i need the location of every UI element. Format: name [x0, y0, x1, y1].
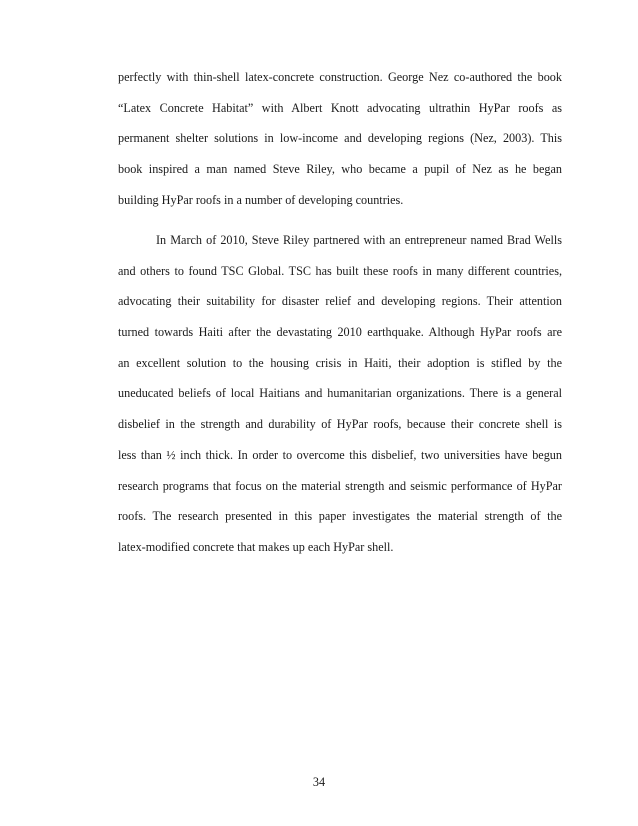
paragraph-line: research programs that focus on the material strength and seismic performance of HyPar	[118, 478, 562, 493]
paragraph-line: and others to found TSC Global. TSC has built these roofs in many different countries,	[118, 263, 562, 278]
paragraph-line: perfectly with thin-shell latex-concrete construction. George Nez co-authored the book	[118, 70, 562, 84]
paragraph-line: less than ½ inch thick. In order to overcome this disbelief, two universities have begun	[118, 447, 562, 462]
paragraph-line: latex-modified concrete that makes up each HyPar shell.	[118, 539, 394, 554]
paragraph-line: In March of 2010, Steve Riley partnered with an entrepreneur named Brad Wells	[156, 233, 562, 247]
paragraph-line: permanent shelter solutions in low-income and developing regions (Nez, 2003). This	[118, 131, 562, 146]
page-number: 34	[312, 775, 326, 789]
paragraph-line: disbelief in the strength and durability of HyPar roofs, because their concrete shell is	[118, 417, 562, 432]
paragraph-line: turned towards Haiti after the devastating 2010 earthquake. Although HyPar roofs are	[118, 325, 562, 340]
paragraph-line: an excellent solution to the housing crisis in Haiti, their adoption is stifled by the	[118, 355, 562, 370]
paragraph-line: roofs. The research presented in this paper investigates the material strength of the	[118, 509, 562, 524]
paragraph-line: book inspired a man named Steve Riley, who became a pupil of Nez as he began	[118, 162, 562, 177]
paragraph-line: uneducated beliefs of local Haitians and humanitarian organizations. There is a general	[118, 386, 562, 401]
paragraph-line: advocating their suitability for disaster relief and developing regions. Their attention	[118, 294, 562, 309]
paragraph-1	[118, 70, 562, 223]
paragraph-2	[118, 233, 562, 571]
paragraph-line: “Latex Concrete Habitat” with Albert Knott advocating ultrathin HyPar roofs as	[118, 100, 562, 115]
paragraph-line: building HyPar roofs in a number of developing countries.	[118, 192, 404, 207]
